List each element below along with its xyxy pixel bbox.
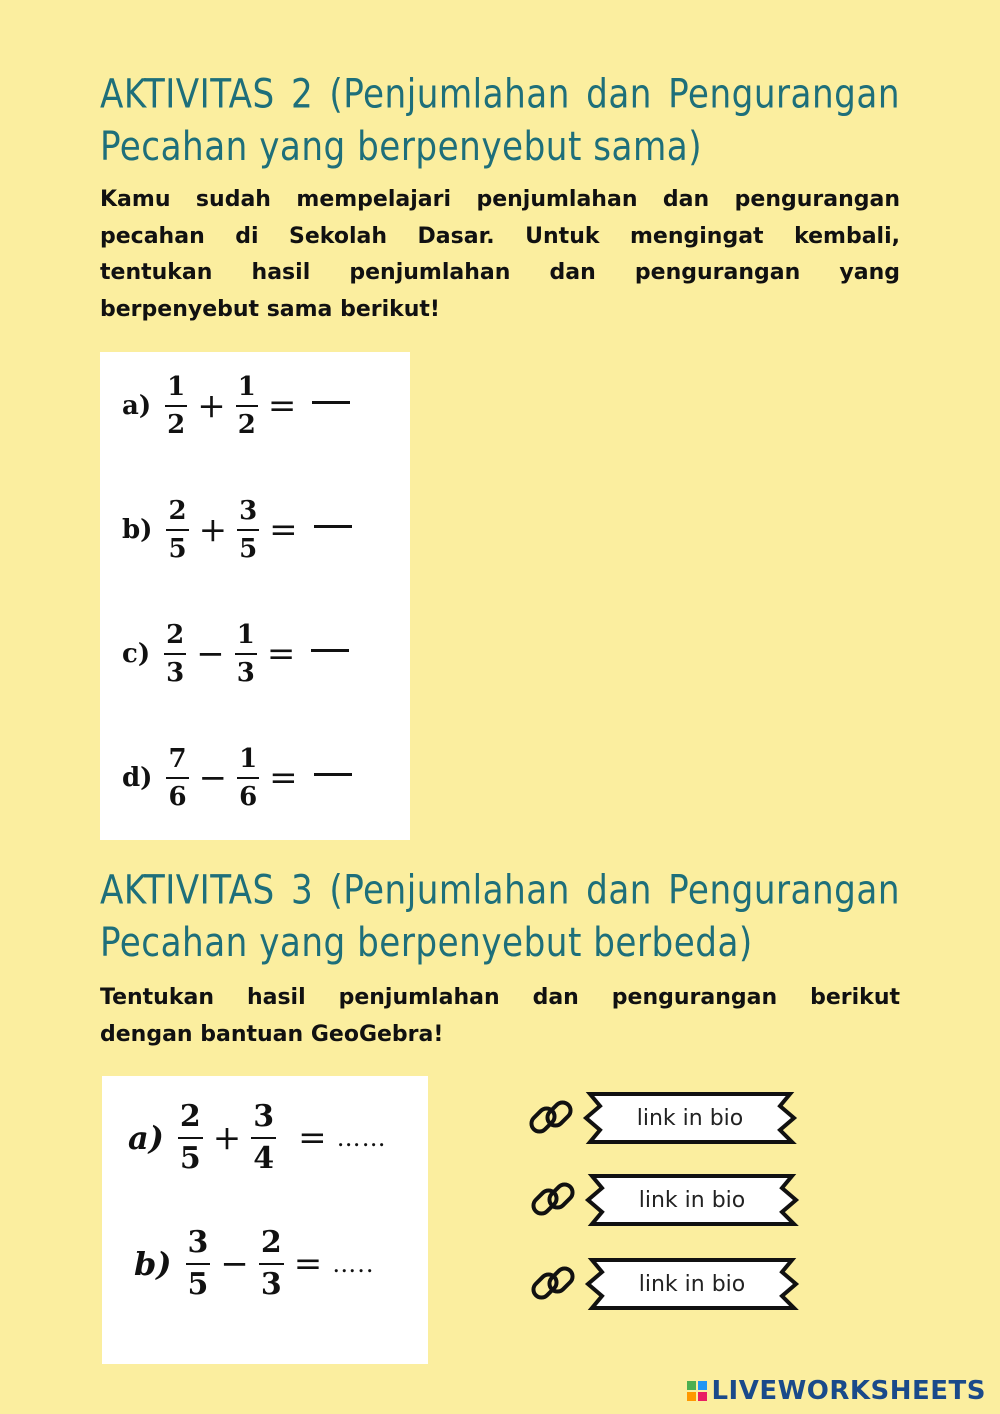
activity3-title-line2: Pecahan yang berpenyebut berbeda) [100,919,753,966]
link-ribbon[interactable] [584,1172,800,1228]
operator: + [212,1118,242,1158]
fraction-bar [166,529,188,531]
numerator: 1 [239,744,258,774]
fraction [166,744,188,812]
problem-label: b) [134,1245,172,1283]
activity3-instruction-line: Tentukan hasil penjumlahan dan pengurangan berikut [100,985,900,1010]
equals-sign: = [266,634,296,674]
answer-blank[interactable] [314,773,352,776]
equals-sign: = [293,1244,323,1284]
activity2-title [100,68,900,173]
chain-link-icon [526,1256,582,1312]
answer-blank[interactable] [312,401,350,404]
fraction-bar [237,529,259,531]
denominator: 2 [167,410,186,440]
numerator: 3 [187,1225,209,1260]
brand-name: LIVEWORKSHEETS [711,1376,986,1406]
problem-d [122,744,352,812]
link-label[interactable]: link in bio [638,1271,746,1297]
denominator: 3 [236,658,255,688]
operator: + [198,510,228,550]
denominator: 2 [237,410,256,440]
activity2-instruction-line: pecahan di Sekolah Dasar. Untuk mengingat kembali, [100,223,900,249]
fraction [236,372,258,440]
link-ribbon[interactable] [582,1090,798,1146]
denominator: 6 [239,782,258,812]
activity3-instruction-line: dengan bantuan GeoGebra! [100,1021,444,1047]
denominator: 4 [253,1141,275,1176]
activity2-instruction [100,182,900,328]
chain-link-icon [524,1090,580,1146]
denominator: 5 [179,1141,201,1176]
fraction-bar [166,777,188,779]
activity3-problem-box [102,1076,428,1364]
activity2-instruction-line: Kamu sudah mempelajari penjumlahan dan pengurangan [100,187,900,212]
numerator: 2 [179,1099,201,1134]
liveworksheets-brand [686,1376,986,1406]
denominator: 6 [168,782,187,812]
activity3-instruction [100,980,900,1053]
problem-label: d) [122,763,153,793]
numerator: 2 [166,620,185,650]
fraction-bar [164,653,186,655]
fraction-bar [236,405,258,407]
denominator: 3 [260,1267,282,1302]
fraction [164,620,186,688]
activity3-title-line1: AKTIVITAS 3 (Penjumlahan dan Pengurangan [100,866,900,913]
activity3-title [100,864,900,969]
problem-label: b) [122,515,153,545]
denominator: 5 [168,534,187,564]
numerator: 1 [237,372,256,402]
answer-dots[interactable]: …… [336,1124,387,1152]
fraction [178,1100,203,1176]
problem-a [128,1100,387,1176]
fraction [259,1226,284,1302]
equals-sign: = [267,386,297,426]
problem-label: a) [128,1119,164,1157]
link-label[interactable]: link in bio [638,1187,746,1213]
fraction [237,744,259,812]
numerator: 7 [168,744,187,774]
fraction [165,372,187,440]
denominator: 5 [187,1267,209,1302]
operator: − [220,1244,249,1284]
problem-label: c) [122,639,151,669]
activity2-instruction-line: tentukan hasil penjumlahan dan pengurangan yang [100,260,900,285]
numerator: 1 [236,620,255,650]
operator: + [197,386,226,426]
problem-b [134,1226,375,1302]
chain-link-icon [526,1172,582,1228]
fraction [235,620,257,688]
problem-label: a) [122,391,152,421]
answer-blank[interactable] [311,649,349,652]
fraction-bar [259,1263,284,1265]
fraction-bar [237,777,259,779]
problem-a [122,372,350,440]
numerator: 2 [168,496,187,526]
fraction [186,1226,211,1302]
fraction-bar [165,405,187,407]
equals-sign: = [269,510,298,550]
numerator: 2 [260,1225,282,1260]
link-button-1[interactable] [524,1090,798,1146]
problem-b [122,496,352,564]
link-button-3[interactable] [526,1256,800,1312]
fraction-bar [251,1137,276,1139]
activity2-problem-box [100,352,410,840]
problem-c [122,620,349,688]
activity2-title-line2: Pecahan yang berpenyebut sama) [100,123,703,170]
link-button-2[interactable] [526,1172,800,1228]
fraction [237,496,259,564]
fraction-bar [186,1263,211,1265]
activity2-instruction-line: berpenyebut sama berikut! [100,296,440,322]
fraction [166,496,188,564]
fraction [251,1100,276,1176]
numerator: 3 [239,496,258,526]
numerator: 3 [253,1099,275,1134]
link-ribbon[interactable] [584,1256,800,1312]
activity2-title-line1: AKTIVITAS 2 (Penjumlahan dan Pengurangan [100,70,900,117]
operator: − [198,758,228,798]
operator: − [196,634,225,674]
link-label[interactable]: link in bio [636,1105,744,1131]
numerator: 1 [167,372,186,402]
answer-dots[interactable]: ….. [332,1250,375,1278]
fraction-bar [235,653,257,655]
denominator: 5 [239,534,258,564]
answer-blank[interactable] [314,525,352,528]
equals-sign: = [269,758,298,798]
fraction-bar [178,1137,203,1139]
liveworksheets-logo-icon [686,1380,708,1402]
denominator: 3 [166,658,185,688]
equals-sign: = [298,1118,327,1158]
